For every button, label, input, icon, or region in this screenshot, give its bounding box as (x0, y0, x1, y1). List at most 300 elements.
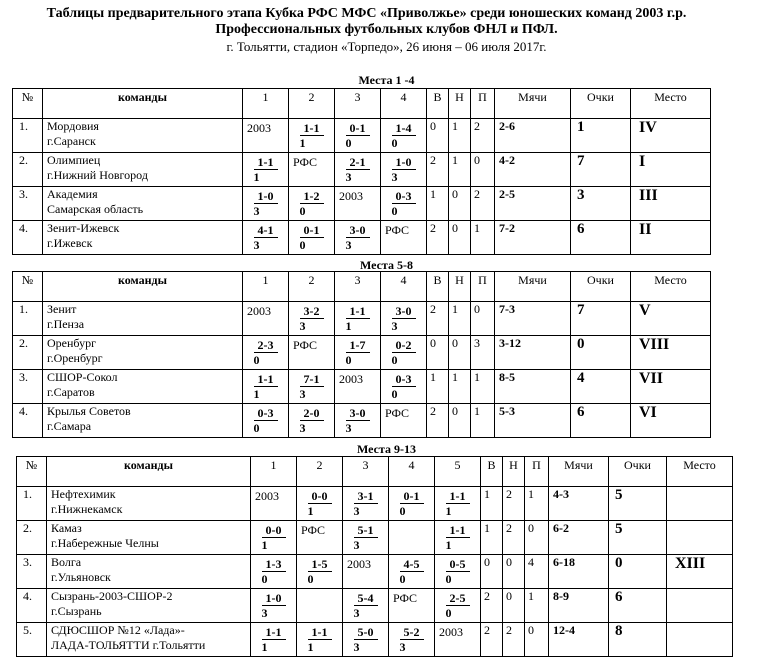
points-cell: 7 (571, 302, 631, 336)
match-cell (435, 487, 481, 521)
team-cell (47, 555, 251, 589)
diagonal-label: РФС (385, 406, 409, 420)
match-score: 2-0 (300, 406, 324, 421)
place-cell: XIII (667, 555, 733, 589)
table-header-row (17, 457, 733, 487)
table-header-row (13, 272, 711, 302)
draws-cell: 0 (503, 555, 525, 589)
wins-cell: 2 (481, 623, 503, 657)
match-points: 1 (307, 504, 314, 518)
points-cell: 6 (571, 404, 631, 438)
match-cell (335, 187, 381, 221)
header-opponent-1: 1 (251, 457, 297, 487)
match-points: 3 (299, 421, 306, 435)
place-cell (667, 487, 733, 521)
match-cell (297, 487, 343, 521)
draws-cell: 0 (449, 336, 471, 370)
header-teams: команды (47, 457, 251, 487)
match-cell (289, 187, 335, 221)
table-row (13, 302, 711, 336)
match-cell (343, 623, 389, 657)
points-cell: 3 (571, 187, 631, 221)
team-name: Камаз (51, 521, 82, 535)
match-cell (335, 221, 381, 255)
row-number: 4. (13, 221, 43, 255)
team-name: Нефтехимик (51, 487, 116, 501)
match-cell (435, 555, 481, 589)
wins-cell: 0 (427, 336, 449, 370)
standings-table (12, 271, 711, 438)
points-cell: 0 (609, 555, 667, 589)
goals-cell: 5-3 (495, 404, 571, 438)
team-name: Оренбург (47, 336, 96, 350)
team-city: г.Ижевск (47, 236, 93, 250)
header-place: Место (667, 457, 733, 487)
match-score: 1-1 (308, 625, 332, 640)
wins-cell: 2 (427, 221, 449, 255)
match-cell (243, 370, 289, 404)
match-points: 0 (345, 136, 352, 150)
header-losses: П (525, 457, 549, 487)
losses-cell: 0 (471, 153, 495, 187)
row-number: 1. (13, 119, 43, 153)
match-cell (243, 119, 289, 153)
draws-cell: 1 (449, 153, 471, 187)
match-points: 0 (399, 572, 406, 586)
team-cell (43, 336, 243, 370)
match-points: 0 (399, 504, 406, 518)
wins-cell: 0 (427, 119, 449, 153)
place-cell (667, 521, 733, 555)
header-draws: Н (503, 457, 525, 487)
draws-cell: 1 (449, 302, 471, 336)
team-name: Олимпиец (47, 153, 101, 167)
match-score: 0-5 (446, 557, 470, 572)
team-cell (43, 221, 243, 255)
losses-cell: 2 (471, 187, 495, 221)
goals-cell: 8-9 (549, 589, 609, 623)
team-name: СШОР-Сокол (47, 370, 118, 384)
diagonal-label: РФС (293, 155, 317, 169)
match-cell (381, 187, 427, 221)
match-points: 0 (299, 204, 306, 218)
points-cell: 1 (571, 119, 631, 153)
diagonal-label: 2003 (339, 372, 363, 386)
diagonal-label: РФС (301, 523, 325, 537)
diagonal-label: 2003 (255, 489, 279, 503)
header-opponent-2: 2 (297, 457, 343, 487)
header-goals: Мячи (495, 89, 571, 119)
header-number: № (17, 457, 47, 487)
losses-cell: 2 (471, 119, 495, 153)
team-city: г.Сызрань (51, 604, 102, 618)
match-cell (381, 370, 427, 404)
match-points: 0 (253, 353, 260, 367)
doc-title-line1: Таблицы предварительного этапа Кубка РФС МФС «Приволжье» среди юношеских команд 2003 г.р. (46, 6, 687, 21)
match-cell (243, 187, 289, 221)
match-score: 4-5 (400, 557, 424, 572)
team-name: Зенит-Ижевск (47, 221, 120, 235)
match-points: 0 (345, 353, 352, 367)
match-score: 1-7 (346, 338, 370, 353)
match-points: 3 (353, 606, 360, 620)
header-goals: Мячи (495, 272, 571, 302)
points-cell: 5 (609, 487, 667, 521)
header-losses: П (471, 272, 495, 302)
diagonal-label: 2003 (347, 557, 371, 571)
team-name: Волга (51, 555, 82, 569)
match-cell (335, 370, 381, 404)
match-cell (335, 336, 381, 370)
match-score: 5-1 (354, 523, 378, 538)
match-score: 0-3 (392, 189, 416, 204)
match-points: 1 (299, 136, 306, 150)
goals-cell: 4-3 (549, 487, 609, 521)
header-number: № (13, 89, 43, 119)
team-city: г.Оренбург (47, 351, 103, 365)
standings-table (12, 88, 711, 255)
points-cell: 8 (609, 623, 667, 657)
place-cell (667, 589, 733, 623)
match-cell (243, 336, 289, 370)
match-points: 1 (253, 170, 260, 184)
goals-cell: 3-12 (495, 336, 571, 370)
team-city: г.Набережные Челны (51, 536, 159, 550)
losses-cell: 1 (471, 221, 495, 255)
match-points: 3 (353, 538, 360, 552)
table-row (13, 119, 711, 153)
match-score: 0-0 (308, 489, 332, 504)
match-points: 3 (353, 640, 360, 654)
match-points: 3 (253, 204, 260, 218)
team-city: г.Саратов (47, 385, 95, 399)
diagonal-label: РФС (385, 223, 409, 237)
losses-cell: 0 (525, 623, 549, 657)
row-number: 3. (17, 555, 47, 589)
losses-cell: 1 (525, 589, 549, 623)
team-name: СДЮСШОР №12 «Лада»- (51, 623, 185, 637)
header-opponent-4: 4 (381, 89, 427, 119)
losses-cell: 1 (471, 370, 495, 404)
match-cell (289, 119, 335, 153)
match-points: 3 (391, 319, 398, 333)
match-points: 1 (445, 538, 452, 552)
match-cell (251, 487, 297, 521)
wins-cell: 0 (481, 555, 503, 589)
diagonal-label: 2003 (247, 121, 271, 135)
goals-cell: 12-4 (549, 623, 609, 657)
match-score: 1-0 (254, 189, 278, 204)
match-score: 2-5 (446, 591, 470, 606)
match-score: 0-1 (400, 489, 424, 504)
draws-cell: 2 (503, 487, 525, 521)
team-name: Сызрань-2003-СШОР-2 (51, 589, 173, 603)
match-points: 0 (445, 572, 452, 586)
match-cell (289, 302, 335, 336)
match-cell (297, 521, 343, 555)
match-score: 3-0 (346, 223, 370, 238)
points-cell: 6 (571, 221, 631, 255)
draws-cell: 1 (449, 370, 471, 404)
match-points: 3 (353, 504, 360, 518)
table-row (13, 370, 711, 404)
match-points: 3 (345, 421, 352, 435)
table-row (17, 521, 733, 555)
table-row (13, 221, 711, 255)
losses-cell: 0 (525, 521, 549, 555)
place-cell: IV (631, 119, 711, 153)
match-score: 3-1 (354, 489, 378, 504)
goals-cell: 7-3 (495, 302, 571, 336)
match-points: 0 (261, 572, 268, 586)
diagonal-label: 2003 (339, 189, 363, 203)
header-opponent-2: 2 (289, 89, 335, 119)
table-row (13, 336, 711, 370)
table-row (17, 555, 733, 589)
match-cell (297, 623, 343, 657)
match-score: 1-1 (446, 523, 470, 538)
table-row (17, 487, 733, 521)
match-points: 0 (391, 353, 398, 367)
match-cell (289, 370, 335, 404)
place-cell (667, 623, 733, 657)
header-opponent-1: 1 (243, 272, 289, 302)
row-number: 4. (17, 589, 47, 623)
place-cell: I (631, 153, 711, 187)
place-cell: II (631, 221, 711, 255)
diagonal-label: РФС (293, 338, 317, 352)
match-points: 1 (445, 504, 452, 518)
match-score: 3-2 (300, 304, 324, 319)
team-cell (47, 623, 251, 657)
wins-cell: 1 (481, 487, 503, 521)
goals-cell: 6-2 (549, 521, 609, 555)
team-cell (43, 302, 243, 336)
match-cell (243, 404, 289, 438)
match-score: 1-1 (446, 489, 470, 504)
group-title: Места 9-13 (356, 442, 416, 456)
match-cell (289, 336, 335, 370)
match-score: 2-3 (254, 338, 278, 353)
match-points: 3 (391, 170, 398, 184)
match-score: 0-3 (254, 406, 278, 421)
wins-cell: 1 (427, 187, 449, 221)
draws-cell: 0 (503, 589, 525, 623)
team-cell (47, 589, 251, 623)
header-place: Место (631, 89, 711, 119)
diagonal-label: РФС (393, 591, 417, 605)
header-opponent-4: 4 (389, 457, 435, 487)
row-number: 1. (17, 487, 47, 521)
header-place: Место (631, 272, 711, 302)
header-goals: Мячи (549, 457, 609, 487)
place-cell: VII (631, 370, 711, 404)
match-cell (243, 302, 289, 336)
points-cell: 6 (609, 589, 667, 623)
wins-cell: 2 (427, 302, 449, 336)
losses-cell: 1 (471, 404, 495, 438)
row-number: 3. (13, 187, 43, 221)
match-cell (435, 521, 481, 555)
match-cell (335, 153, 381, 187)
match-score: 1-4 (392, 121, 416, 136)
match-cell (297, 555, 343, 589)
match-score: 1-1 (254, 372, 278, 387)
table-row (13, 404, 711, 438)
goals-cell: 6-18 (549, 555, 609, 589)
match-score: 2-1 (346, 155, 370, 170)
match-cell (389, 623, 435, 657)
match-cell (243, 153, 289, 187)
match-points: 0 (391, 136, 398, 150)
place-cell: III (631, 187, 711, 221)
match-cell (335, 119, 381, 153)
place-cell: VIII (631, 336, 711, 370)
team-name: Зенит (47, 302, 77, 316)
draws-cell: 0 (449, 221, 471, 255)
match-score: 3-0 (346, 406, 370, 421)
match-score: 1-1 (346, 304, 370, 319)
team-cell (47, 521, 251, 555)
match-points: 0 (391, 387, 398, 401)
match-points: 3 (399, 640, 406, 654)
row-number: 2. (17, 521, 47, 555)
group-title: Места 1 -4 (358, 73, 415, 87)
losses-cell: 0 (471, 302, 495, 336)
match-cell (435, 589, 481, 623)
header-teams: команды (43, 272, 243, 302)
points-cell: 5 (609, 521, 667, 555)
team-city: г.Нижний Новгород (47, 168, 148, 182)
draws-cell: 2 (503, 521, 525, 555)
match-points: 1 (261, 538, 268, 552)
header-opponent-3: 3 (343, 457, 389, 487)
match-cell (381, 119, 427, 153)
match-cell (381, 153, 427, 187)
table-row (13, 187, 711, 221)
team-cell (43, 187, 243, 221)
match-cell (381, 221, 427, 255)
match-points: 0 (299, 238, 306, 252)
match-cell (251, 589, 297, 623)
team-city: ЛАДА-ТОЛЬЯТТИ г.Тольятти (51, 638, 206, 652)
losses-cell: 3 (471, 336, 495, 370)
diagonal-label: 2003 (247, 304, 271, 318)
wins-cell: 2 (427, 404, 449, 438)
match-score: 1-0 (392, 155, 416, 170)
match-cell (289, 221, 335, 255)
header-opponent-4: 4 (381, 272, 427, 302)
header-wins: В (427, 89, 449, 119)
doc-title-line2: Профессиональных футбольных клубов ФНЛ и ПФЛ. (215, 22, 558, 37)
match-score: 0-2 (392, 338, 416, 353)
place-cell: VI (631, 404, 711, 438)
table-row (13, 153, 711, 187)
match-cell (243, 221, 289, 255)
match-cell (381, 302, 427, 336)
match-cell (343, 555, 389, 589)
match-points: 3 (345, 238, 352, 252)
match-score: 1-1 (300, 121, 324, 136)
row-number: 1. (13, 302, 43, 336)
match-cell (297, 589, 343, 623)
goals-cell: 8-5 (495, 370, 571, 404)
wins-cell: 2 (481, 589, 503, 623)
header-opponent-5: 5 (435, 457, 481, 487)
match-points: 1 (307, 640, 314, 654)
table-header-row (13, 89, 711, 119)
match-cell (389, 521, 435, 555)
draws-cell: 0 (449, 404, 471, 438)
match-points: 3 (253, 238, 260, 252)
goals-cell: 2-6 (495, 119, 571, 153)
match-points: 1 (345, 319, 352, 333)
header-losses: П (471, 89, 495, 119)
header-draws: Н (449, 272, 471, 302)
header-opponent-1: 1 (243, 89, 289, 119)
header-teams: команды (43, 89, 243, 119)
table-row (17, 623, 733, 657)
row-number: 5. (17, 623, 47, 657)
standings-table (16, 456, 733, 657)
team-cell (43, 153, 243, 187)
header-wins: В (427, 272, 449, 302)
match-score: 5-4 (354, 591, 378, 606)
team-city: г.Нижнекамск (51, 502, 123, 516)
match-score: 7-1 (300, 372, 324, 387)
match-points: 0 (445, 606, 452, 620)
team-cell (43, 119, 243, 153)
match-cell (381, 336, 427, 370)
header-points: Очки (609, 457, 667, 487)
team-city: г.Самара (47, 419, 92, 433)
header-opponent-2: 2 (289, 272, 335, 302)
match-points: 3 (261, 606, 268, 620)
match-score: 0-1 (346, 121, 370, 136)
team-city: Самарская область (47, 202, 144, 216)
match-score: 0-1 (300, 223, 324, 238)
goals-cell: 2-5 (495, 187, 571, 221)
match-score: 4-1 (254, 223, 278, 238)
match-score: 5-0 (354, 625, 378, 640)
team-cell (47, 487, 251, 521)
match-cell (335, 404, 381, 438)
team-city: г.Пенза (47, 317, 85, 331)
match-cell (389, 487, 435, 521)
row-number: 4. (13, 404, 43, 438)
match-points: 0 (391, 204, 398, 218)
match-points: 0 (253, 421, 260, 435)
match-score: 1-5 (308, 557, 332, 572)
match-cell (289, 404, 335, 438)
team-name: Академия (47, 187, 98, 201)
match-score: 0-0 (262, 523, 286, 538)
place-cell: V (631, 302, 711, 336)
losses-cell: 1 (525, 487, 549, 521)
match-points: 3 (299, 387, 306, 401)
match-cell (343, 521, 389, 555)
wins-cell: 1 (427, 370, 449, 404)
match-cell (389, 555, 435, 589)
header-wins: В (481, 457, 503, 487)
match-score: 1-3 (262, 557, 286, 572)
team-cell (43, 370, 243, 404)
match-points: 1 (253, 387, 260, 401)
header-draws: Н (449, 89, 471, 119)
wins-cell: 2 (427, 153, 449, 187)
header-points: Очки (571, 272, 631, 302)
row-number: 2. (13, 336, 43, 370)
